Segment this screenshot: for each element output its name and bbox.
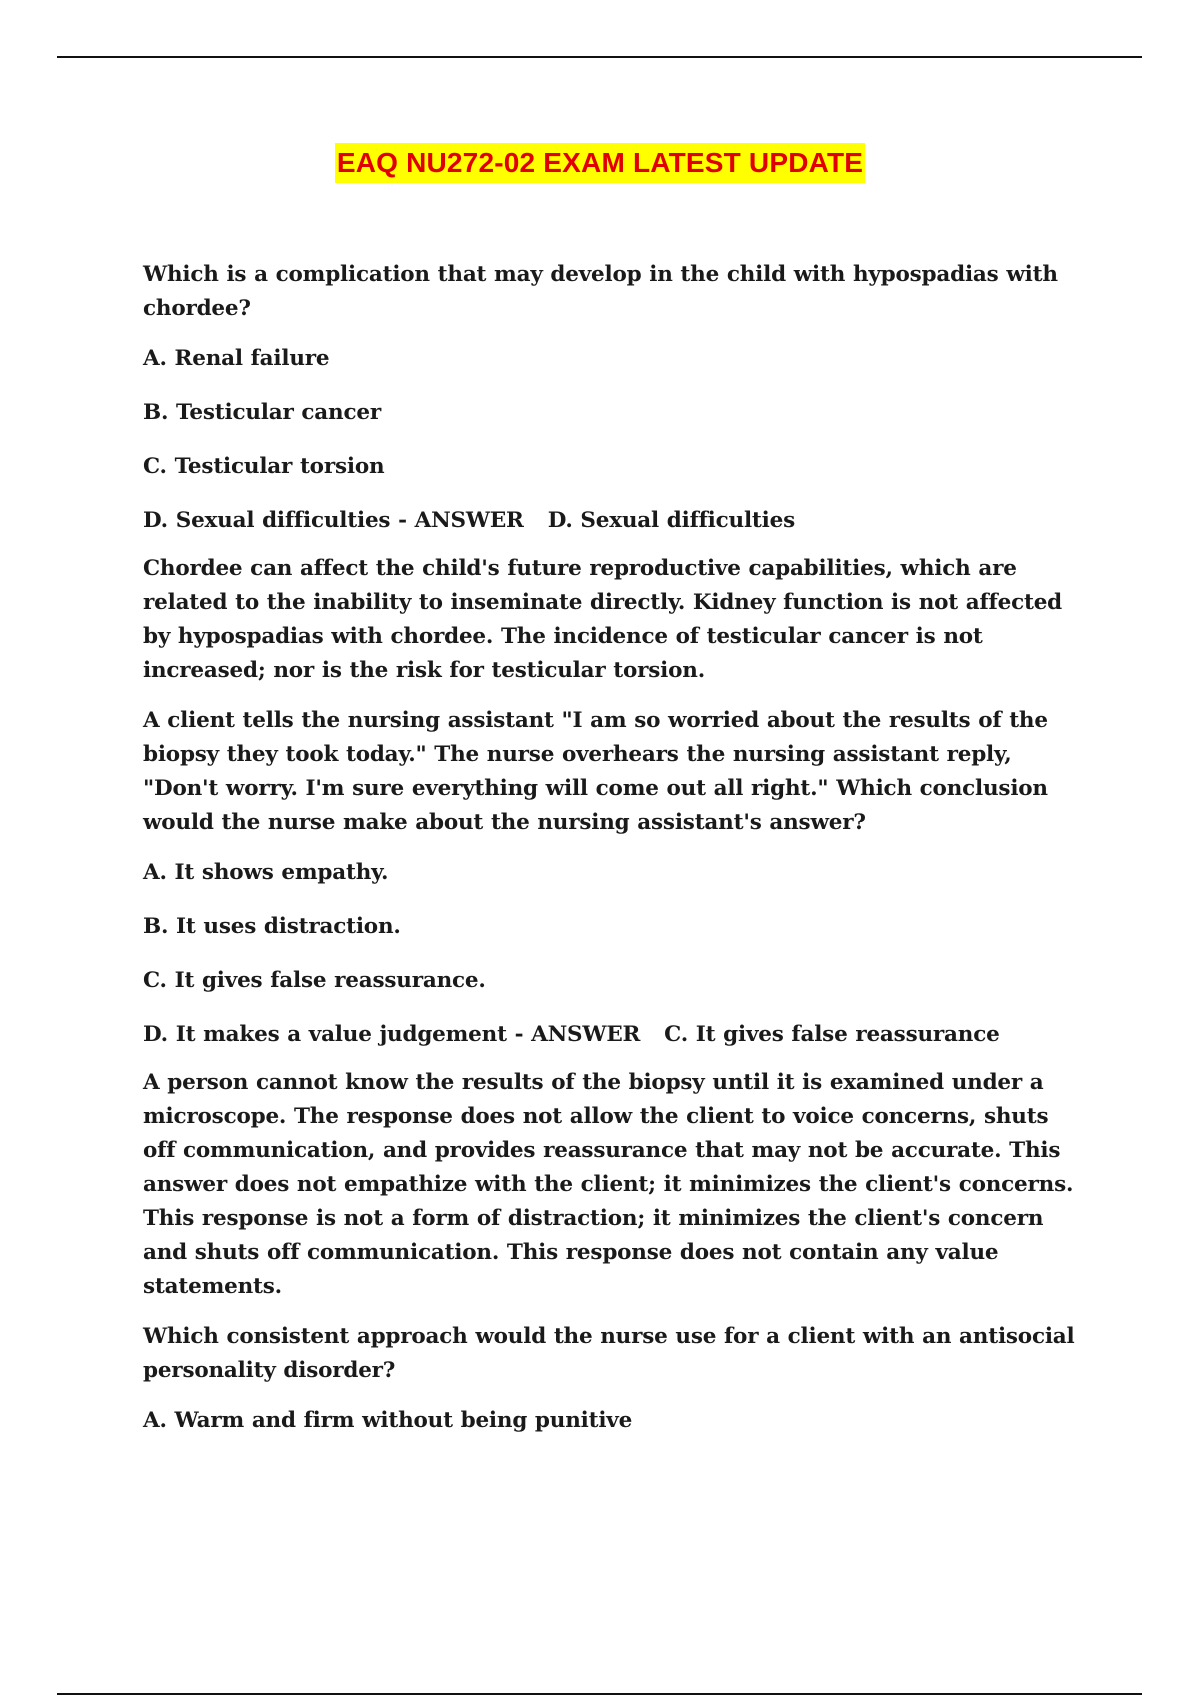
rationale-text: Chordee can affect the child's future reproductive capabilities, which are related to the inability to inseminate directly. Kidney function is not affected by hypospadias with chordee. The incidence of testicular cancer is not increased; nor is the risk for testicular torsion.	[143, 556, 1063, 683]
correct-answer: D. Sexual difficulties	[547, 508, 796, 533]
document-title: EAQ NU272-02 EXAM LATEST UPDATE	[335, 143, 865, 183]
answer-line	[143, 504, 1083, 538]
question-text: Which is a complication that may develop in the child with hypospadias with chordee?	[143, 262, 1058, 321]
answer-option: C. Testicular torsion	[143, 454, 385, 479]
answer-option: C. It gives false reassurance.	[143, 968, 486, 993]
question-text: Which consistent approach would the nurse use for a client with an antisocial personality disorder?	[143, 1324, 1075, 1383]
title-block	[0, 143, 1200, 183]
question-text: A client tells the nursing assistant "I am so worried about the results of the biopsy they took today." The nurse overhears the nursing assistant reply, "Don't worry. I'm sure everything will come out all right." Which conclusion would the nurse make about the nursing assistant's answer?	[143, 708, 1048, 835]
answer-option: A. Renal failure	[143, 346, 330, 371]
last-option-with-answer-label: D. It makes a value judgement - ANSWER	[143, 1022, 641, 1047]
answer-line	[143, 1018, 1083, 1052]
answer-option: B. It uses distraction.	[143, 914, 401, 939]
rationale-text: A person cannot know the results of the biopsy until it is examined under a microscope. The response does not allow the client to voice concerns, shuts off communication, and provides reassurance that may not be accurate. This answer does not empathize with the client; it minimizes the client's concerns. This response is not a form of distraction; it minimizes the client's concern and shuts off communication. This response does not contain any value statements.	[143, 1070, 1074, 1299]
document-body	[143, 258, 1083, 1458]
answer-option: A. Warm and firm without being punitive	[143, 1408, 633, 1433]
top-rule	[57, 56, 1142, 58]
last-option-with-answer-label: D. Sexual difficulties - ANSWER	[143, 508, 524, 533]
correct-answer: C. It gives false reassurance	[664, 1022, 1000, 1047]
bottom-rule	[57, 1693, 1142, 1695]
answer-option: B. Testicular cancer	[143, 400, 381, 425]
answer-option: A. It shows empathy.	[143, 860, 389, 885]
